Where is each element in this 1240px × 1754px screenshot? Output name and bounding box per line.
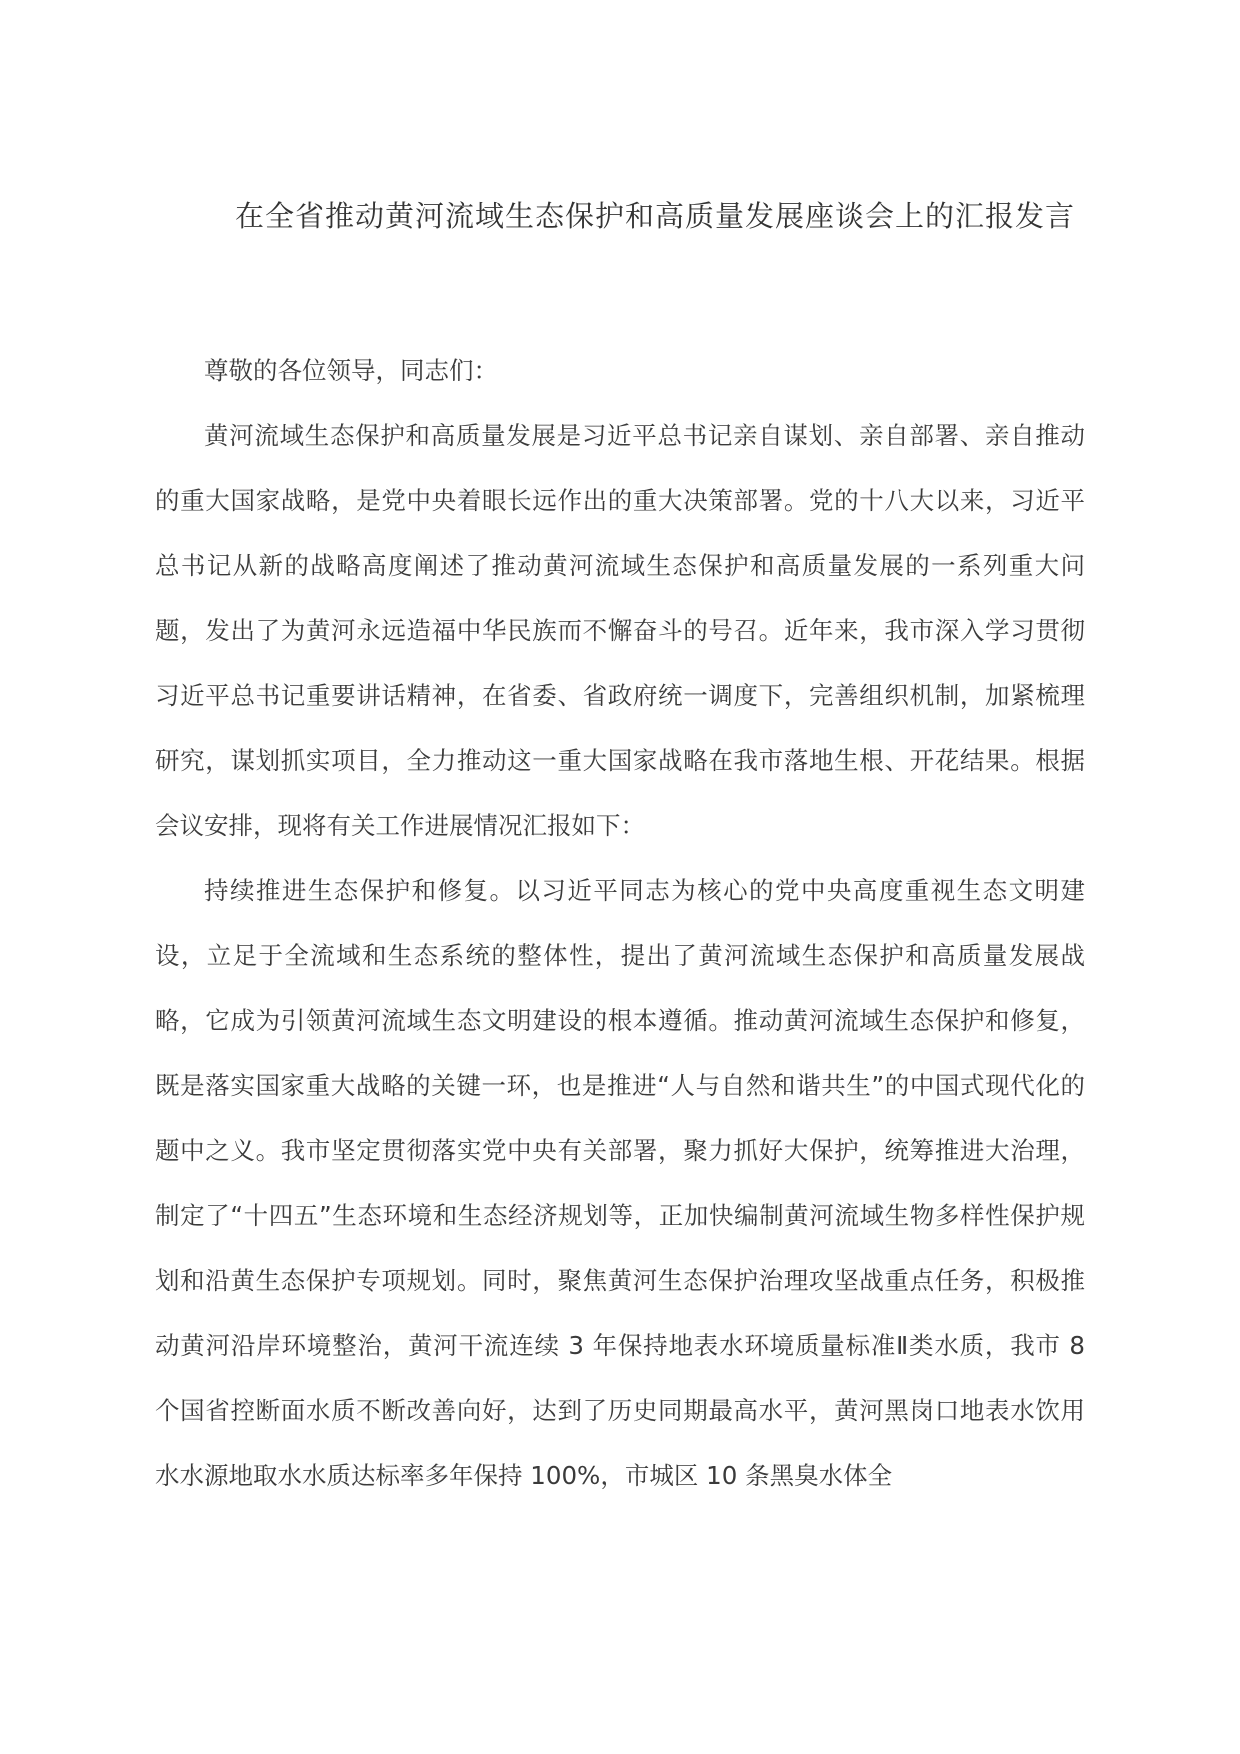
paragraph-intro: 黄河流域生态保护和高质量发展是习近平总书记亲自谋划、亲自部署、亲自推动的重大国家战略，是党中央着眼长远作出的重大决策部署。党的十八大以来，习近平总书记从新的战略高度阐述了推动黄河流域生态保护和高质量发展的一系列重大问题，发出了为黄河永远造福中华民族而不懈奋斗的号召。近年来，我市深入学习贯彻习近平总书记重要讲话精神，在省委、省政府统一调度下，完善组织机制，加紧梳理研究，谋划抓实项目，全力推动这一重大国家战略在我市落地生根、开花结果。根据会议安排，现将有关工作进展情况汇报如下： [155, 421, 1085, 840]
paragraph-ecology: 持续推进生态保护和修复。以习近平同志为核心的党中央高度重视生态文明建设，立足于全流域和生态系统的整体性，提出了黄河流域生态保护和高质量发展战略，它成为引领黄河流域生态文明建设的根本遵循。推动黄河流域生态保护和修复，既是落实国家重大战略的关键一环，也是推进“人与自然和谐共生”的中国式现代化的题中之义。我市坚定贯彻落实党中央有关部署，聚力抓好大保护，统筹推进大治理，制定了“十四五”生态环境和生态经济规划等，正加快编制黄河流域生物多样性保护规划和沿黄生态保护专项规划。同时，聚焦黄河生态保护治理攻坚战重点任务，积极推动黄河沿岸环境整治，黄河干流连续 3 年保持地表水环境质量标准Ⅱ类水质，我市 8 个国省控断面水质不断改善向好，达到了历史同期最高水平，黄河黑岗口地表水饮用水水源地取水水质达标率多年保持 100%，市城区 10 条黑臭水体全 [155, 876, 1086, 1490]
salutation: 尊敬的各位领导，同志们： [204, 356, 498, 385]
document-body [155, 338, 1085, 1508]
document-title: 在全省推动黄河流域生态保护和高质量发展座谈会上的汇报发言 [234, 199, 1075, 233]
